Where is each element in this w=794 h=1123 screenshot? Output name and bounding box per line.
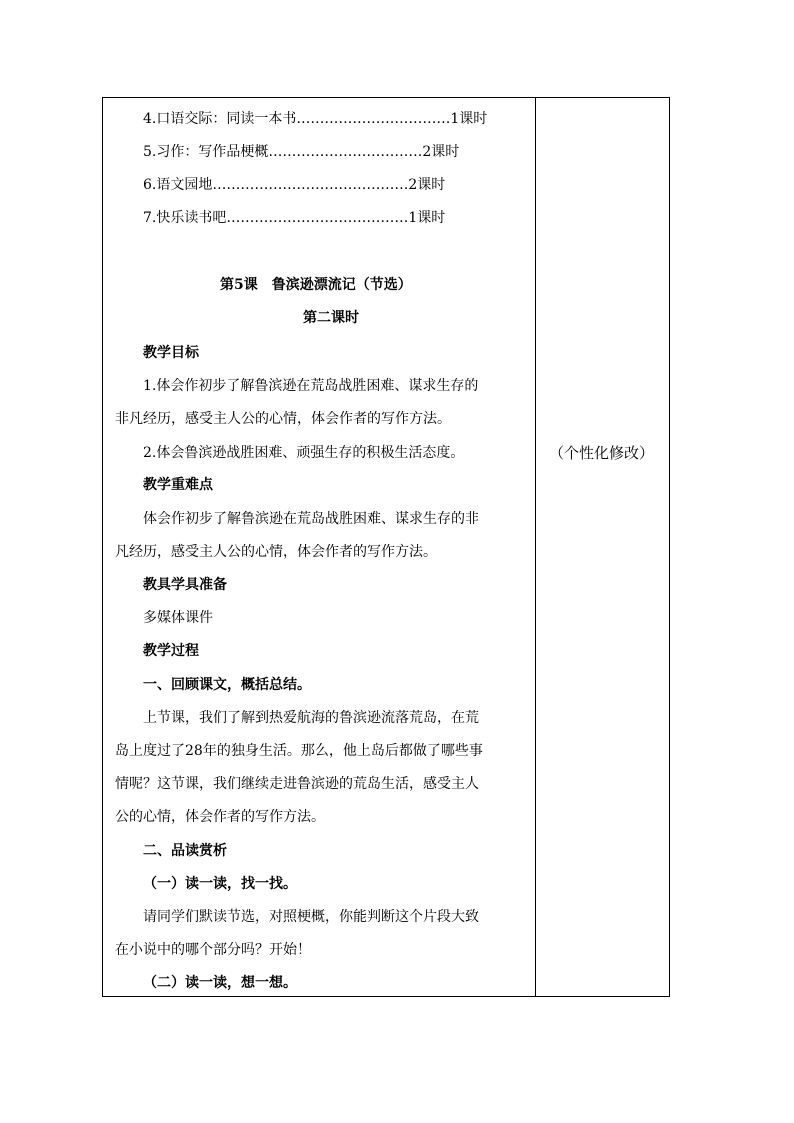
- lesson-plan-table: [102, 97, 670, 997]
- paragraph-line: 上节课，我们了解到热爱航海的鲁滨逊流落荒岛，在荒: [143, 710, 479, 726]
- key-points-line: 凡经历，感受主人公的心情，体会作者的写作方法。: [115, 544, 437, 560]
- schedule-item: 4.口语交际：同读一本书……………………………1课时: [143, 111, 488, 127]
- goals-line: 1.体会作初步了解鲁滨逊在荒岛战胜困难、谋求生存的: [143, 378, 479, 394]
- key-points-heading: 教学重难点: [143, 477, 213, 493]
- section-heading: 二、品读赏析: [143, 843, 227, 859]
- materials-heading: 教具学具准备: [143, 577, 227, 593]
- personalized-revision-note: （个性化修改）: [549, 444, 655, 462]
- section-heading: 一、回顾课文，概括总结。: [143, 677, 311, 693]
- column-divider: [535, 98, 536, 996]
- lesson-period: 第二课时: [303, 310, 359, 326]
- schedule-item: 7.快乐读书吧…………………………………1课时: [143, 210, 446, 226]
- goals-line: 2.体会鲁滨逊战胜困难、顽强生存的积极生活态度。: [143, 445, 465, 461]
- paragraph-line: 岛上度过了28年的独身生活。那么，他上岛后都做了哪些事: [115, 743, 483, 759]
- key-points-line: 体会作初步了解鲁滨逊在荒岛战胜困难、谋求生存的非: [143, 511, 479, 527]
- goals-line: 非凡经历，感受主人公的心情，体会作者的写作方法。: [115, 411, 451, 427]
- schedule-item: 6.语文园地……………………………………2课时: [143, 177, 446, 193]
- subsection-heading: （二）读一读，想一想。: [143, 975, 297, 991]
- paragraph-line: 公的心情，体会作者的写作方法。: [115, 809, 325, 825]
- materials-text: 多媒体课件: [143, 610, 213, 626]
- process-heading: 教学过程: [143, 643, 199, 659]
- paragraph-line: 请同学们默读节选，对照梗概，你能判断这个片段大致: [143, 909, 479, 925]
- lesson-title: 第5课 鲁滨逊漂流记（节选）: [220, 277, 412, 293]
- paragraph-line: 情呢？这节课，我们继续走进鲁滨逊的荒岛生活，感受主人: [115, 776, 479, 792]
- paragraph-line: 在小说中的哪个部分吗？开始！: [115, 942, 311, 958]
- schedule-item: 5.习作：写作品梗概……………………………2课时: [143, 144, 460, 160]
- subsection-heading: （一）读一读，找一找。: [143, 876, 297, 892]
- goals-heading: 教学目标: [143, 345, 199, 361]
